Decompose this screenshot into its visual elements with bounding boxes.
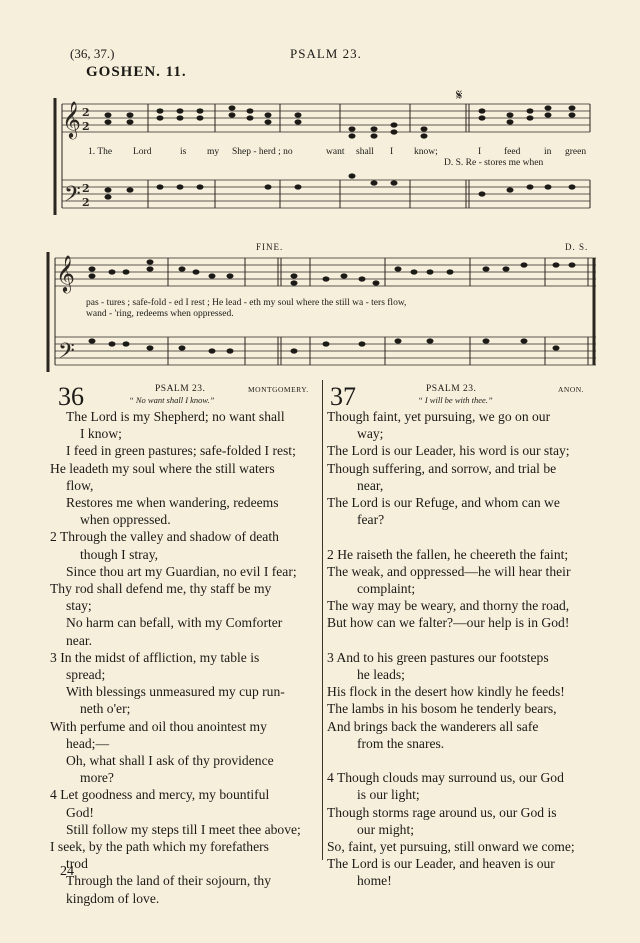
- hymn-author: ANON.: [558, 385, 585, 394]
- lyric-syllable: feed: [504, 147, 521, 157]
- verse-line: 3 In the midst of affliction, my table is: [50, 649, 260, 665]
- verse-line: Though faint, yet pursuing, we go on our: [327, 409, 551, 424]
- hymn-author: MONTGOMERY.: [248, 385, 309, 394]
- verse-line: flow,: [66, 477, 94, 493]
- verse-line: kingdom of love.: [66, 890, 160, 906]
- lyric-syllable: my: [207, 147, 220, 157]
- verse-line: But how can we falter?—our help is in God!: [327, 615, 570, 631]
- verse-line: The weak, and oppressed—he will hear their: [327, 563, 571, 579]
- lyric-syllable: in: [544, 147, 552, 157]
- treble-staff-1: [62, 104, 590, 132]
- verse-line: No harm can befall, with my Comforter: [66, 615, 283, 631]
- svg-text:2: 2: [82, 182, 90, 195]
- treble-clef-icon: 𝄞: [62, 100, 81, 138]
- lyric-syllable: I: [478, 147, 482, 157]
- bass-staff-2: [55, 337, 596, 365]
- verse-line: [327, 528, 617, 545]
- verse-line: spread;: [66, 667, 106, 683]
- lyric-line: D. S. Re - stores me when: [444, 158, 544, 168]
- lyric-syllable: I: [390, 147, 394, 157]
- verse-line: trod: [66, 856, 88, 872]
- verse-line: home!: [357, 873, 392, 889]
- verse-line: neth o'er;: [80, 701, 131, 717]
- lyric-syllable: 1. The: [88, 147, 113, 157]
- verse-line: Still follow my steps till I meet thee above;: [66, 821, 301, 837]
- verse-line: 2 Through the valley and shadow of death: [50, 529, 279, 545]
- verse-line: I seek, by the path which my forefathers: [50, 839, 269, 855]
- verse-line: though I stray,: [80, 546, 159, 562]
- verse-line: is our light;: [357, 787, 420, 803]
- verse-line: fear?: [357, 512, 385, 528]
- verse-line: The lambs in his bosom he tenderly bears,: [327, 701, 557, 717]
- verse-line: The Lord is our Leader, his word is our stay;: [327, 443, 570, 459]
- verse-line: Though suffering, and sorrow, and trial be: [327, 460, 557, 476]
- hymn-subtitle: “ No want shall I know.”: [129, 395, 215, 405]
- verse-line: when oppressed.: [80, 512, 171, 528]
- verse-line: I feed in green pastures; safe-folded I rest;: [66, 443, 296, 459]
- svg-text:2: 2: [82, 106, 90, 119]
- hymn-subtitle: “ I will be with thee.”: [418, 395, 493, 405]
- verse-line: complaint;: [357, 581, 416, 597]
- verse-line: The Lord is my Shepherd; no want shall: [66, 409, 285, 424]
- lyric-syllable: want: [326, 147, 345, 157]
- verse-line: With perfume and oil thou anointest my: [50, 718, 267, 734]
- verse-line: 4 Let goodness and mercy, my bountiful: [50, 787, 270, 803]
- verse-line: The Lord is our Leader, and heaven is our: [327, 856, 555, 872]
- bass-clef-icon: 𝄢: [64, 182, 81, 212]
- treble-staff-2: [55, 258, 596, 286]
- segno-icon: 𝄋: [456, 86, 463, 104]
- page-header-title: PSALM 23.: [290, 46, 362, 61]
- verse-line: Through the land of their sojourn, thy: [66, 873, 272, 889]
- lyric-syllable: is: [180, 147, 187, 157]
- verse-line: our might;: [357, 821, 415, 837]
- verse-line: Oh, what shall I ask of thy providence: [66, 753, 274, 769]
- hymn-numbers: (36, 37.): [70, 46, 115, 61]
- verse-line: stay;: [66, 598, 92, 614]
- verse-line: [327, 752, 617, 769]
- svg-text:𝄢: 𝄢: [58, 339, 75, 369]
- segno-label: FINE.: [256, 242, 284, 252]
- hymn-37-verses: [327, 408, 617, 890]
- verse-line: Since thou art my Guardian, no evil I fear;: [66, 563, 297, 579]
- verse-line: 4 Though clouds may surround us, our God: [327, 770, 564, 786]
- verse-line: So, faint, yet pursuing, still onward we come;: [327, 839, 575, 855]
- lyric-syllable: Lord: [133, 147, 152, 157]
- lyric-line: wand - 'ring, redeems when oppressed.: [86, 309, 234, 319]
- svg-text:𝄞: 𝄞: [56, 254, 75, 292]
- verse-line: The way may be weary, and thorny the road,: [327, 598, 570, 614]
- verse-line: The Lord is our Refuge, and whom can we: [327, 495, 560, 511]
- lyric-syllable: Shep - herd ; no: [232, 147, 293, 157]
- lyric-line: pas - tures ; safe-fold - ed I rest ; He lead - eth my soul where the still wa - ters flow,: [86, 298, 407, 308]
- ds-label: D. S.: [565, 242, 589, 252]
- verse-line: near.: [66, 632, 93, 648]
- column-divider: [322, 380, 323, 860]
- verse-line: [327, 632, 617, 649]
- lyric-syllable: green: [565, 147, 587, 157]
- tune-name: GOSHEN. 11.: [86, 64, 187, 80]
- verse-line: And brings back the wanderers all safe: [327, 718, 539, 734]
- verse-line: from the snares.: [357, 735, 445, 751]
- verse-line: Though storms rage around us, our God is: [327, 804, 557, 820]
- svg-text:2: 2: [82, 120, 90, 133]
- verse-line: His flock in the desert how kindly he feeds!: [327, 684, 565, 700]
- verse-line: more?: [80, 770, 114, 786]
- verse-line: head;—: [66, 735, 110, 751]
- verse-line: Restores me when wandering, redeems: [66, 495, 279, 511]
- hymn-title: PSALM 23.: [426, 384, 477, 394]
- verse-line: way;: [357, 426, 384, 442]
- lyric-syllable: know;: [414, 147, 438, 157]
- verse-line: he leads;: [357, 667, 405, 683]
- verse-line: 3 And to his green pastures our footsteps: [327, 649, 549, 665]
- hymn-36-verses: [50, 408, 322, 907]
- verse-line: God!: [66, 804, 94, 820]
- hymn-number: 37: [330, 382, 356, 411]
- bass-staff-1: [62, 180, 590, 208]
- hymn-number: 36: [58, 382, 84, 411]
- verse-line: I know;: [80, 426, 122, 442]
- hymn-title: PSALM 23.: [155, 384, 206, 394]
- verse-line: Thy rod shall defend me, thy staff be my: [50, 581, 272, 597]
- verse-line: near,: [357, 477, 384, 493]
- page-number: 24: [60, 864, 74, 879]
- svg-text:2: 2: [82, 196, 90, 209]
- lyric-syllable: shall: [356, 147, 374, 157]
- sheet-music: [0, 0, 640, 380]
- verse-line: 2 He raiseth the fallen, he cheereth the faint;: [327, 546, 569, 562]
- verse-line: With blessings unmeasured my cup run-: [66, 684, 285, 700]
- verse-line: He leadeth my soul where the still waters: [50, 460, 275, 476]
